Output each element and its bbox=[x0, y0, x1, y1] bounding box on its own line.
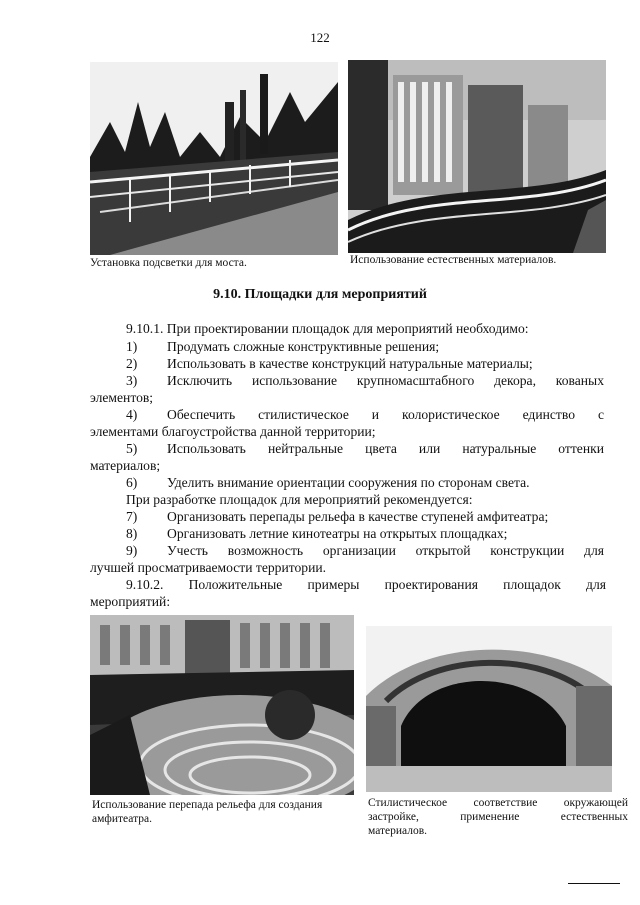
list-item-continuation: элементами благоустройства данной территории; bbox=[90, 424, 376, 439]
intro-paragraph: 9.10.1. При проектировании площадок для мероприятий необходимо: bbox=[126, 321, 529, 336]
list-item-continuation: элементов; bbox=[90, 390, 154, 405]
photo-caption-bridge: Установка подсветки для моста. bbox=[90, 257, 247, 269]
photo-caption-stage-line3: материалов. bbox=[368, 825, 428, 837]
footer-rule bbox=[568, 883, 620, 884]
recommend-intro: При разработке площадок для мероприятий рекомендуется: bbox=[126, 492, 473, 507]
bridge-lighting-photo bbox=[90, 62, 338, 255]
natural-materials-photo bbox=[348, 60, 606, 253]
list-item-continuation: лучшей просматриваемости территории. bbox=[90, 560, 327, 575]
stage-arch-photo bbox=[366, 626, 612, 792]
photo-caption-natural-materials: Использование естественных материалов. bbox=[350, 254, 557, 266]
photo-caption-stage-line2: застройке, применение естественных bbox=[368, 811, 628, 823]
amphitheatre-photo bbox=[90, 615, 354, 795]
photo-caption-amphitheatre-line2: амфитеатра. bbox=[92, 813, 152, 825]
list-item-continuation: материалов; bbox=[90, 458, 161, 473]
page-number: 122 bbox=[310, 30, 330, 45]
examples-intro: 9.10.2. Положительные примеры проектирования площадок для bbox=[126, 577, 606, 592]
photo-caption-amphitheatre: Использование перепада рельефа для создания bbox=[92, 799, 323, 811]
photo-caption-stage: Стилистическое соответствие окружающей bbox=[368, 797, 628, 809]
section-title: 9.10. Площадки для мероприятий bbox=[213, 287, 427, 302]
examples-intro-continuation: мероприятий: bbox=[90, 594, 171, 609]
